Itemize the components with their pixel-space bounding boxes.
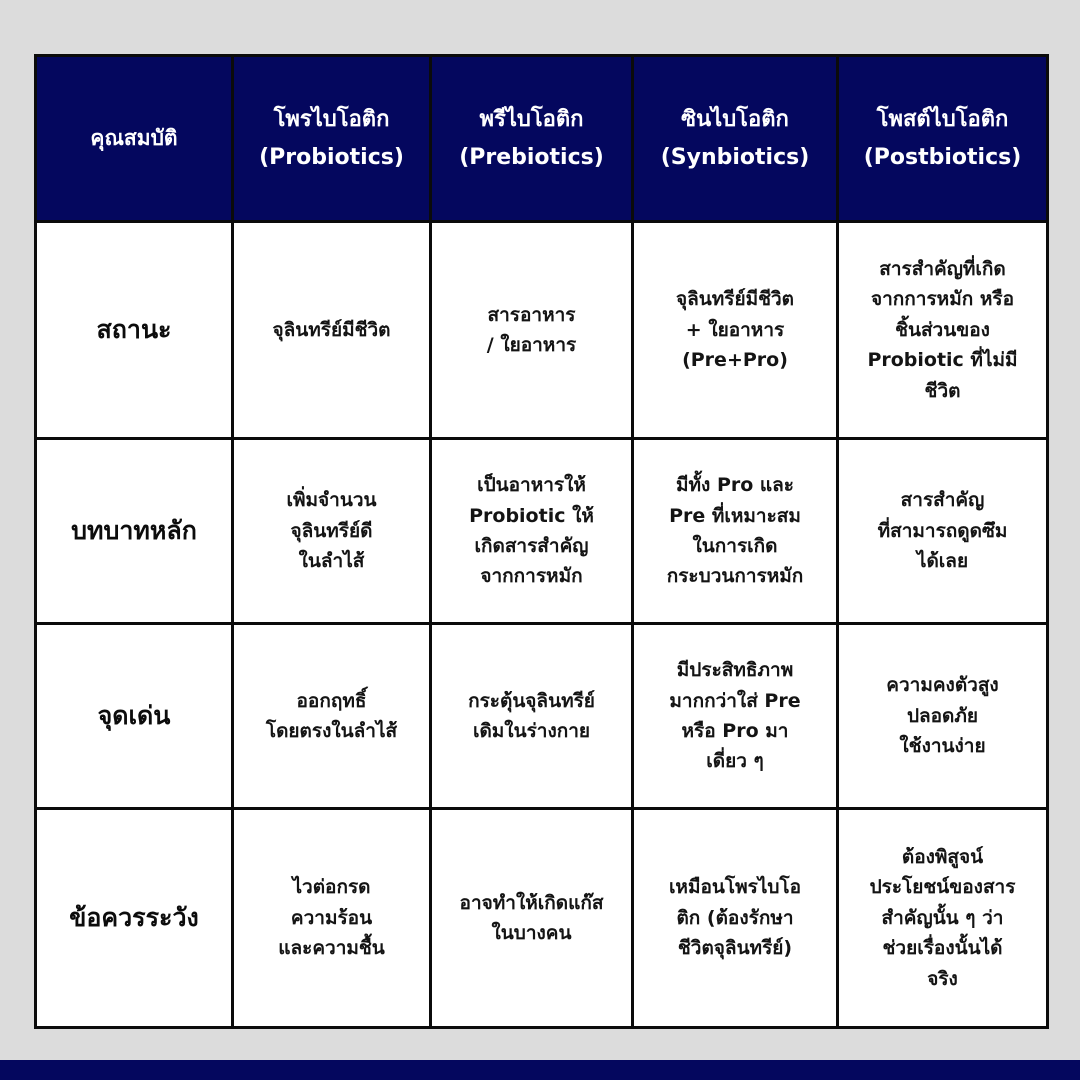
cell-synbiotics-role: มีทั้ง Pro และ Pre ที่เหมาะสม ในการเกิด กระบวนการหมัก xyxy=(633,439,838,624)
row-label-main-role: บทบาทหลัก xyxy=(36,439,233,624)
cell-synbiotics-highlight: มีประสิทธิภาพ มากกว่าใส่ Pre หรือ Pro มา เดี่ยว ๆ xyxy=(633,624,838,809)
header-probiotics: โพรไบโอติก (Probiotics) xyxy=(233,56,431,222)
comparison-table xyxy=(34,54,1049,1029)
table-row xyxy=(36,624,1048,809)
bottom-bar xyxy=(0,1060,1080,1080)
cell-prebiotics-caution: อาจทำให้เกิดแก๊ส ในบางคน xyxy=(431,809,633,1028)
row-label-status: สถานะ xyxy=(36,222,233,439)
cell-prebiotics-role: เป็นอาหารให้ Probiotic ให้ เกิดสารสำคัญ จากการหมัก xyxy=(431,439,633,624)
header-row xyxy=(36,56,1048,222)
cell-probiotics-caution: ไวต่อกรด ความร้อน และความชื้น xyxy=(233,809,431,1028)
table-row xyxy=(36,439,1048,624)
cell-postbiotics-highlight: ความคงตัวสูง ปลอดภัย ใช้งานง่าย xyxy=(838,624,1048,809)
cell-synbiotics-caution: เหมือนโพรไบโอ ติก (ต้องรักษา ชีวิตจุลินทรีย์) xyxy=(633,809,838,1028)
cell-probiotics-highlight: ออกฤทธิ์ โดยตรงในลำไส้ xyxy=(233,624,431,809)
cell-probiotics-status: จุลินทรีย์มีชีวิต xyxy=(233,222,431,439)
table-row xyxy=(36,809,1048,1028)
table-row xyxy=(36,222,1048,439)
cell-probiotics-role: เพิ่มจำนวน จุลินทรีย์ดี ในลำไส้ xyxy=(233,439,431,624)
header-prebiotics: พรีไบโอติก (Prebiotics) xyxy=(431,56,633,222)
cell-postbiotics-role: สารสำคัญ ที่สามารถดูดซึม ได้เลย xyxy=(838,439,1048,624)
cell-synbiotics-status: จุลินทรีย์มีชีวิต + ใยอาหาร (Pre+Pro) xyxy=(633,222,838,439)
header-postbiotics: โพสต์ไบโอติก (Postbiotics) xyxy=(838,56,1048,222)
cell-postbiotics-caution: ต้องพิสูจน์ ประโยชน์ของสาร สำคัญนั้น ๆ ว่า ช่วยเรื่องนั้นได้ จริง xyxy=(838,809,1048,1028)
cell-postbiotics-status: สารสำคัญที่เกิด จากการหมัก หรือ ชิ้นส่วนของ Probiotic ที่ไม่มี ชีวิต xyxy=(838,222,1048,439)
header-synbiotics: ซินไบโอติก (Synbiotics) xyxy=(633,56,838,222)
header-property: คุณสมบัติ xyxy=(36,56,233,222)
cell-prebiotics-highlight: กระตุ้นจุลินทรีย์ เดิมในร่างกาย xyxy=(431,624,633,809)
cell-prebiotics-status: สารอาหาร / ใยอาหาร xyxy=(431,222,633,439)
row-label-highlight: จุดเด่น xyxy=(36,624,233,809)
row-label-caution: ข้อควรระวัง xyxy=(36,809,233,1028)
